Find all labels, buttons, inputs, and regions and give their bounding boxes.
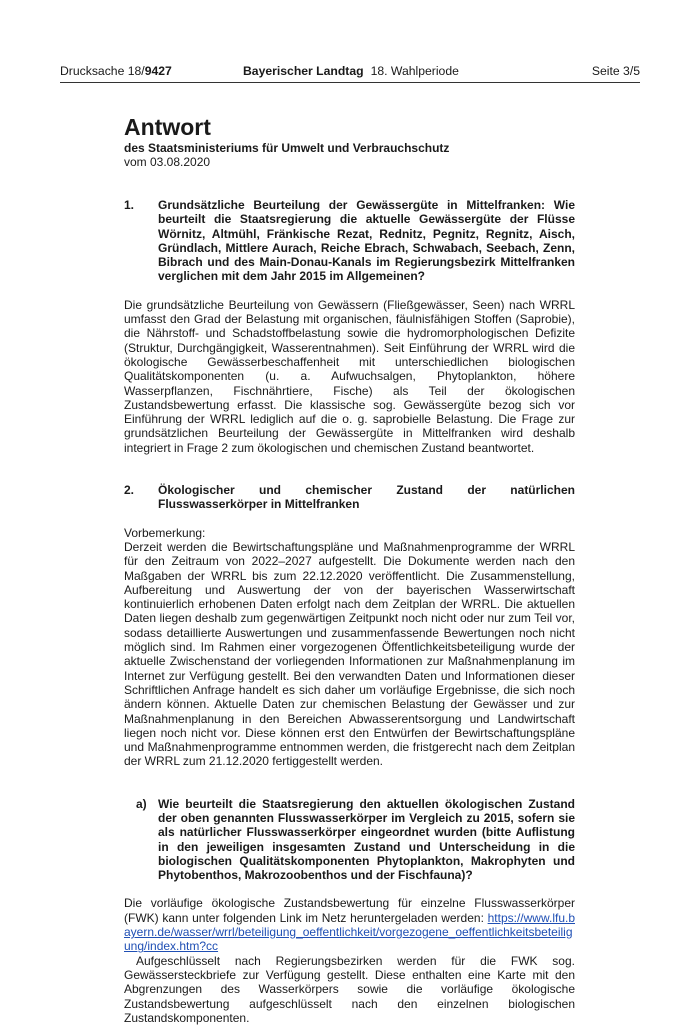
legislative-period: 18. Wahlperiode xyxy=(370,64,459,78)
document-body xyxy=(124,113,575,1025)
preliminary-remark-text: Derzeit werden die Bewirtschaftungspläne und Maßnahmenprogramme der WRRL für den Zeitraum von 2022–2027 aufgestellt. Die Dokumente werden nach den Maßgaben der WRRL bis zum 22.12.2020 veröffentlicht. Die Zusammenstellung, Aufbereitung und Auswertung der von der bayerischen Wasserwirtschaft kontinuierlich erhobenen Daten erfolgt nach dem Zeitplan der WRRL. Die aktuellen Daten liegen deshalb zum gegenwärtigen Zeitpunkt noch nicht oder nur zum Teil vor, sodass detaillierte Auswertungen und zusammenfassende Bewertungen noch nicht möglich sind. Im Rahmen einer vorgezogenen Öffentlichkeitsbeteiligung wurde der aktuelle Zwischenstand der vorliegenden Informationen zur Maßnahmenplanung im Internet zur Verfügung gestellt. Bei den verwandten Daten und Informationen dieser Schriftlichen Anfrage handelt es sich daher um vorläufige Ergebnisse, die sich noch ändern können. Aktuelle Daten zur chemischen Belastung der Gewässer und zur Maßnahmenplanung in den Bereichen Abwasserentsorgung und Landwirtschaft liegen noch nicht vor. Diese können erst den Entwürfen der Bewirtschaftungspläne und Maßnahmenprogramme entnommen werden, die fristgerecht nach dem Zeitplan der WRRL zum 21.12.2020 fertiggestellt werden. xyxy=(124,539,575,769)
answer-title: Antwort xyxy=(124,114,211,140)
document-number-value: 9427 xyxy=(144,64,172,78)
document-number-prefix: Drucksache 18/ xyxy=(60,64,145,78)
parliament-info xyxy=(243,64,459,78)
document-number xyxy=(60,64,172,78)
answer-2a-details: Aufgeschlüsselt nach Regierungsbezirken werden für die FWK sog. Gewässersteckbriefe zur Verfügung gestellt. Diese enthalten eine Karte mit den Abgrenzungen des Wasserkörpers sowie die vorläufige ökologische Zustandsbewertung aufgeschlüsselt nach den einzelnen biologischen Zustandskomponenten. xyxy=(124,953,575,1025)
answer-date: vom 03.08.2020 xyxy=(124,155,211,169)
preliminary-remark-label: Vorbemerkung: xyxy=(124,525,206,540)
question-2a xyxy=(136,797,575,883)
question-2 xyxy=(124,483,575,512)
page-header xyxy=(60,64,640,83)
question-2a-number: a) xyxy=(136,796,147,811)
answer-2a-intro xyxy=(124,896,575,953)
question-2-text: Ökologischer und chemischer Zustand der natürlichen Flusswasserkörper in Mittelfranken xyxy=(158,483,575,512)
lfu-download-link[interactable]: https://www.lfu.bayern.de/wasser/wrrl/beteiligung_oeffentlichkeit/vorgezogene_oeffentlichkeitsbeteiligung/index.htm?cc xyxy=(124,910,575,954)
parliament-name: Bayerischer Landtag xyxy=(243,64,364,78)
answer-2a-intro-text: Die vorläufige ökologische Zustandsbewertung für einzelne Flusswasserkörper (FWK) kann unter folgenden Link im Netz heruntergeladen werden: xyxy=(124,896,575,925)
ministry-name: des Staatsministeriums für Umwelt und Verbrauchschutz xyxy=(124,141,450,155)
question-1-text: Grundsätzliche Beurteilung der Gewässergüte in Mittelfranken: Wie beurteilt die Staatsregierung die aktuelle Gewässergüte der Flüsse Wörnitz, Altmühl, Fränkische Rezat, Rednitz, Pegnitz, Regnitz, Aisch, Gründlach, Mittlere Aurach, Reiche Ebrach, Schwabach, Seebach, Zenn, Bibrach und des Main-Donau-Kanals im Regierungsbezirk Mittelfranken verglichen mit dem Jahr 2015 im Allgemeinen? xyxy=(158,198,575,284)
question-1-number: 1. xyxy=(124,198,135,212)
answer-source xyxy=(124,141,575,169)
question-2-number: 2. xyxy=(124,483,135,498)
page-number: Seite 3/5 xyxy=(591,64,640,78)
question-1 xyxy=(124,198,575,284)
answer-1-text: Die grundsätzliche Beurteilung von Gewässern (Fließgewässer, Seen) nach WRRL umfasst den Grad der Belastung mit organischen, fäulnisfähigen Stoffen (Saprobie), die Nährstoff- und Schadstoffbelastung sowie die hydromorphologischen Defizite (Struktur, Durchgängigkeit, Wasserentnahmen). Seit Einführung der WRRL wird die ökologische Gewässerbeschaffenheit mit unterschiedlichen biologischen Qualitätskomponenten (u. a. Aufwuchsalgen, Phytoplankton, höhere Wasserpflanzen, Fischnährtiere, Fische) als Teil der ökologischen Zustandsbewertung erfasst. Die klassische sog. Gewässergüte bezog sich vor Einführung der WRRL lediglich auf die o. g. saprobielle Belastung. Die Frage zur grundsätzlichen Beurteilung der Gewässergüte in Mittelfranken wird deshalb integriert in Frage 2 zum ökologischen und chemischen Zustand beantwortet. xyxy=(124,297,575,455)
question-2a-text: Wie beurteilt die Staatsregierung den aktuellen ökologischen Zustand der oben genannten Flusswasserkörper im Vergleich zu 2015, sofern sie als natürlicher Flusswasserkörper eingeordnet wurden (bitte Auflistung in den jeweiligen insgesamten Zustand und Unterscheidung in die biologischen Qualitätskomponenten Phytoplankton, Makrophyten und Phytobenthos, Makrozoobenthos und der Fischfauna)? xyxy=(158,796,575,883)
